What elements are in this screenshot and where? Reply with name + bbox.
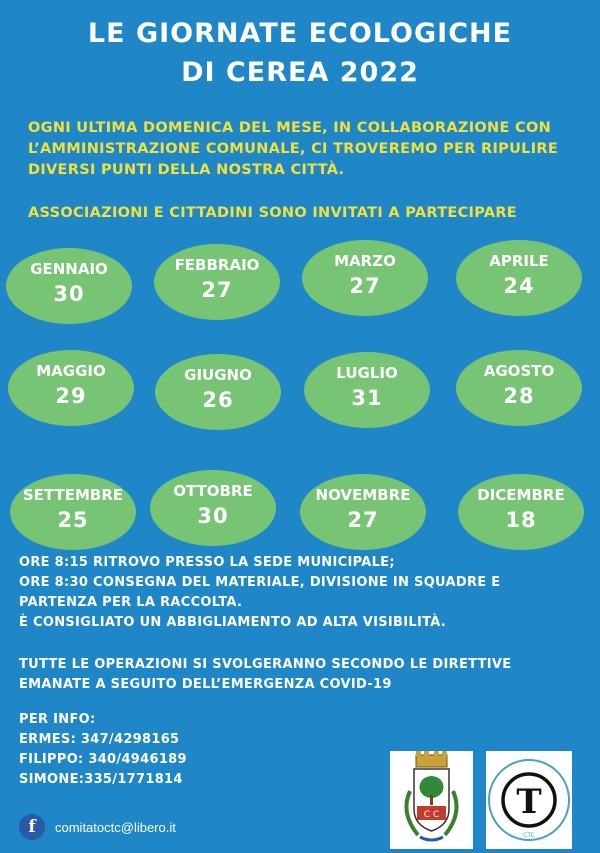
ctc-logo-letter: T <box>516 782 542 822</box>
contact-line: FILIPPO: 340/4946189 <box>19 752 187 767</box>
month-january <box>6 248 132 324</box>
month-september <box>10 474 136 550</box>
month-name: OTTOBRE <box>173 482 253 500</box>
month-december <box>458 474 584 550</box>
crest-icon <box>390 751 473 849</box>
month-may <box>8 350 134 426</box>
schedule-line: ORE 8:30 CONSEGNA DEL MATERIALE, DIVISIONE IN SQUADRE E <box>19 575 501 590</box>
covid-line: TUTTE LE OPERAZIONI SI SVOLGERANNO SECONDO LE DIRETTIVE <box>19 657 512 672</box>
month-october <box>150 470 276 546</box>
month-day: 27 <box>349 274 381 298</box>
month-day: 26 <box>202 388 234 412</box>
month-name: DICEMBRE <box>477 486 565 504</box>
month-day: 18 <box>505 508 537 532</box>
schedule-block <box>19 553 500 633</box>
facebook-icon[interactable]: f <box>19 814 45 840</box>
ctc-logo <box>486 751 572 849</box>
month-day: 30 <box>197 504 229 528</box>
title-line-2: DI CEREA 2022 <box>181 57 419 88</box>
month-name: NOVEMBRE <box>315 486 411 504</box>
month-day: 31 <box>351 386 383 410</box>
crest-letters: C C <box>423 810 440 820</box>
month-name: MAGGIO <box>36 362 106 380</box>
month-june <box>155 354 281 430</box>
month-day: 25 <box>57 508 89 532</box>
month-november <box>300 474 426 550</box>
ctc-ring-text: CTC <box>523 832 535 839</box>
month-february <box>154 244 280 320</box>
month-name: SETTEMBRE <box>22 486 124 504</box>
month-name: GIUGNO <box>184 366 252 384</box>
month-day: 29 <box>55 384 87 408</box>
municipal-crest <box>390 751 473 849</box>
intro-text: OGNI ULTIMA DOMENICA DEL MESE, IN COLLABORAZIONE CON L’AMMINISTRAZIONE COMUNALE, CI TROVEREMO PER RIPULIRE DIVERSI PUNTI DELLA NOSTRA CITTÀ. <box>28 120 559 178</box>
contacts-block <box>19 710 187 790</box>
month-day: 28 <box>503 384 535 408</box>
month-july <box>304 352 430 428</box>
contacts-heading: PER INFO: <box>19 712 96 727</box>
contact-line: SIMONE:335/1771814 <box>19 772 183 787</box>
month-name: APRILE <box>489 252 549 270</box>
month-name: GENNAIO <box>30 260 108 278</box>
facebook-contact[interactable] <box>19 814 176 840</box>
month-name: FEBBRAIO <box>174 256 260 274</box>
title-line-1: LE GIORNATE ECOLOGICHE <box>87 18 513 49</box>
month-march <box>302 240 428 316</box>
ctc-logo-icon <box>486 751 572 849</box>
email-address[interactable]: comitatoctc@libero.it <box>55 819 176 835</box>
covid-line: EMANATE A SEGUITO DELL’EMERGENZA COVID-19 <box>19 677 392 692</box>
contact-line: ERMES: 347/4298165 <box>19 732 180 747</box>
month-day: 30 <box>53 282 85 306</box>
month-name: MARZO <box>334 252 396 270</box>
month-august <box>456 350 582 426</box>
month-name: LUGLIO <box>336 364 398 382</box>
month-day: 27 <box>347 508 379 532</box>
month-day: 24 <box>503 274 535 298</box>
schedule-line: ORE 8:15 RITROVO PRESSO LA SEDE MUNICIPALE; <box>19 555 395 570</box>
schedule-line: È CONSIGLIATO UN ABBIGLIAMENTO AD ALTA VISIBILITÀ. <box>19 615 447 630</box>
month-name: AGOSTO <box>483 362 555 380</box>
schedule-line: PARTENZA PER LA RACCOLTA. <box>19 595 243 610</box>
covid-notice <box>19 655 511 695</box>
invite-text: ASSOCIAZIONI E CITTADINI SONO INVITATI A PARTECIPARE <box>28 205 518 221</box>
month-april <box>456 240 582 316</box>
month-day: 27 <box>201 278 233 302</box>
